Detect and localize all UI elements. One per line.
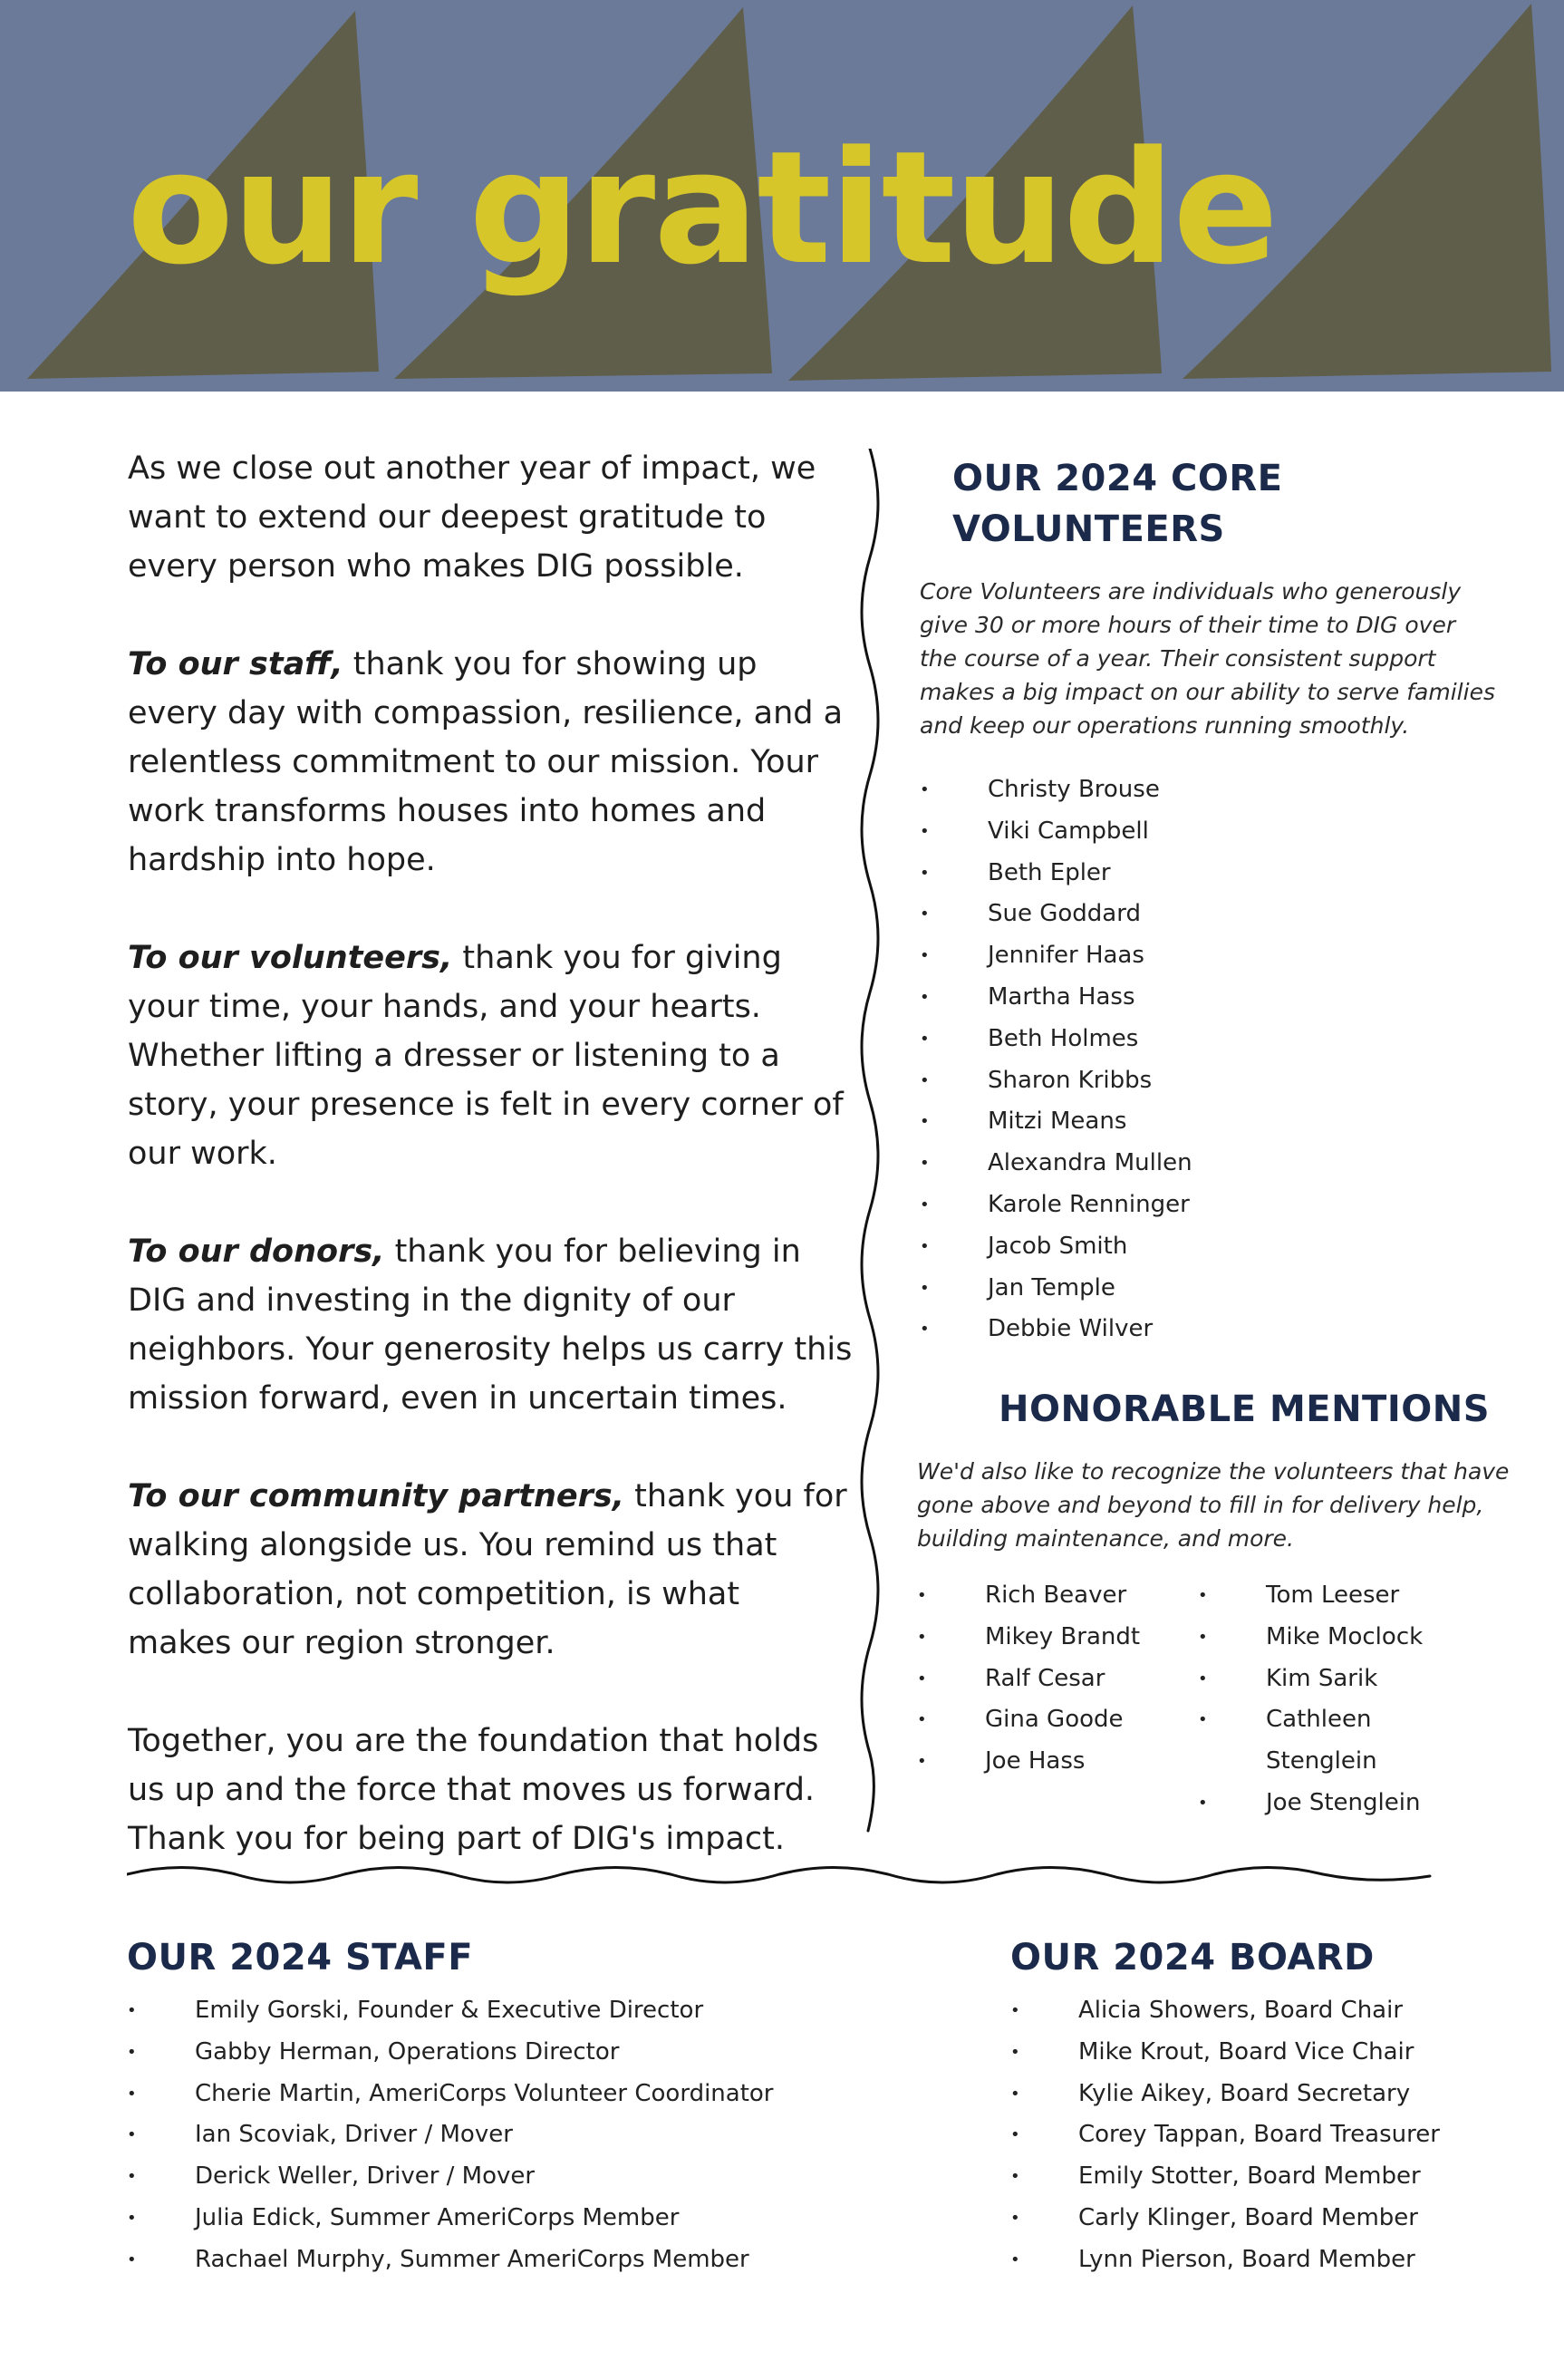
list-item: • Sue Goddard (920, 894, 1500, 935)
list-item: • Joe Stenglein (1198, 1783, 1479, 1824)
list-item: • Emily Stotter, Board Member (1010, 2156, 1536, 2198)
staff-lead: To our staff, (128, 646, 343, 682)
honorable-mentions-intro: We'd also like to recognize the volunteers that have gone above and beyond to fill in for delivery help, building maintenance, and more. (917, 1458, 1510, 1552)
letter-volunteers (128, 934, 853, 1178)
list-item: • Jacob Smith (920, 1226, 1500, 1268)
list-item: • Tom Leeser (1198, 1575, 1479, 1617)
core-volunteers-list (920, 769, 1500, 1350)
list-item: • Martha Hass (920, 977, 1500, 1019)
gratitude-letter (128, 444, 853, 1912)
honorable-mentions-list-2 (1198, 1575, 1479, 1824)
partners-lead: To our community partners, (128, 1478, 625, 1514)
list-item: • Derick Weller, Driver / Mover (127, 2156, 870, 2198)
core-volunteers-heading: OUR 2024 CORE VOLUNTEERS (952, 458, 1283, 550)
donors-text: thank you for believing in DIG and investing in the dignity of our neighbors. Your generosity helps us carry this mission forward, even in uncertain times. (128, 1234, 853, 1417)
list-item: • Emily Gorski, Founder & Executive Director (127, 1990, 870, 2032)
list-item: • Mikey Brandt (917, 1617, 1198, 1659)
list-item: • Christy Brouse (920, 769, 1500, 811)
letter-staff (128, 640, 853, 885)
board-list (1010, 1990, 1536, 2281)
list-item: • Ian Scoviak, Driver / Mover (127, 2114, 870, 2156)
list-item: • Lynn Pierson, Board Member (1010, 2240, 1536, 2281)
vertical-wavy-divider (852, 449, 888, 1835)
list-item: • Cathleen Stenglein (1198, 1699, 1479, 1783)
list-item: • Kylie Aikey, Board Secretary (1010, 2074, 1536, 2115)
list-item: • Sharon Kribbs (920, 1060, 1500, 1102)
staff-list (127, 1990, 870, 2281)
list-item: • Cherie Martin, AmeriCorps Volunteer Coordinator (127, 2074, 870, 2115)
partners-text: thank you for walking alongside us. You remind us that collaboration, not competition, is what makes our region stronger. (128, 1478, 847, 1661)
staff-heading: OUR 2024 STAFF (127, 1937, 474, 1978)
letter-donors (128, 1227, 853, 1423)
list-item: • Corey Tappan, Board Treasurer (1010, 2114, 1536, 2156)
board-section (1010, 1932, 1536, 2281)
list-item: • Mike Krout, Board Vice Chair (1010, 2032, 1536, 2074)
header-banner (0, 0, 1564, 392)
list-item: • Rachael Murphy, Summer AmeriCorps Member (127, 2240, 870, 2281)
list-item: • Mitzi Means (920, 1101, 1500, 1143)
horizontal-wavy-divider (127, 1858, 1432, 1894)
list-item: • Rich Beaver (917, 1575, 1198, 1617)
donors-lead: To our donors, (128, 1234, 385, 1270)
list-item: • Ralf Cesar (917, 1659, 1198, 1700)
list-item: • Beth Epler (920, 853, 1500, 895)
letter-intro: As we close out another year of impact, we want to extend our deepest gratitude to every person who makes DIG possible. (128, 450, 816, 585)
list-item: • Julia Edick, Summer AmeriCorps Member (127, 2198, 870, 2240)
volunteers-lead: To our volunteers, (128, 940, 453, 976)
core-volunteers-section (920, 453, 1500, 1350)
core-volunteers-intro: Core Volunteers are individuals who generously give 30 or more hours of their time to DIG over the course of a year. Their consistent support makes a big impact on our ability to serve families and keep our operations running smoothly. (920, 578, 1495, 739)
staff-section (127, 1932, 870, 2281)
list-item: • Alicia Showers, Board Chair (1010, 1990, 1536, 2032)
list-item: • Mike Moclock (1198, 1617, 1479, 1659)
list-item: • Kim Sarik (1198, 1659, 1479, 1700)
volunteers-text: thank you for giving your time, your hands, and your hearts. Whether lifting a dresser or listening to a story, your presence is felt in every corner of our work. (128, 940, 844, 1172)
list-item: • Jan Temple (920, 1268, 1500, 1310)
list-item: • Carly Klinger, Board Member (1010, 2198, 1536, 2240)
honorable-mentions-section (917, 1384, 1515, 1824)
honorable-mentions-columns (917, 1575, 1515, 1824)
page-title: our gratitude (127, 117, 1277, 299)
board-heading: OUR 2024 BOARD (1010, 1937, 1375, 1978)
list-item: • Gina Goode (917, 1699, 1198, 1741)
list-item: • Gabby Herman, Operations Director (127, 2032, 870, 2074)
staff-text: thank you for showing up every day with compassion, resilience, and a relentless commitment to our mission. Your work transforms houses into homes and hardship into hope. (128, 646, 844, 878)
list-item: • Joe Hass (917, 1741, 1198, 1783)
letter-closing: Together, you are the foundation that holds us up and the force that moves us forward. Thank you for being part of DIG's impact. (128, 1723, 819, 1857)
list-item: • Debbie Wilver (920, 1309, 1500, 1350)
letter-partners (128, 1472, 853, 1668)
list-item: • Alexandra Mullen (920, 1143, 1500, 1185)
list-item: • Viki Campbell (920, 811, 1500, 853)
honorable-mentions-list-1 (917, 1575, 1198, 1824)
list-item: • Beth Holmes (920, 1019, 1500, 1060)
honorable-mentions-heading: HONORABLE MENTIONS (999, 1388, 1491, 1430)
list-item: • Jennifer Haas (920, 935, 1500, 977)
list-item: • Karole Renninger (920, 1185, 1500, 1226)
